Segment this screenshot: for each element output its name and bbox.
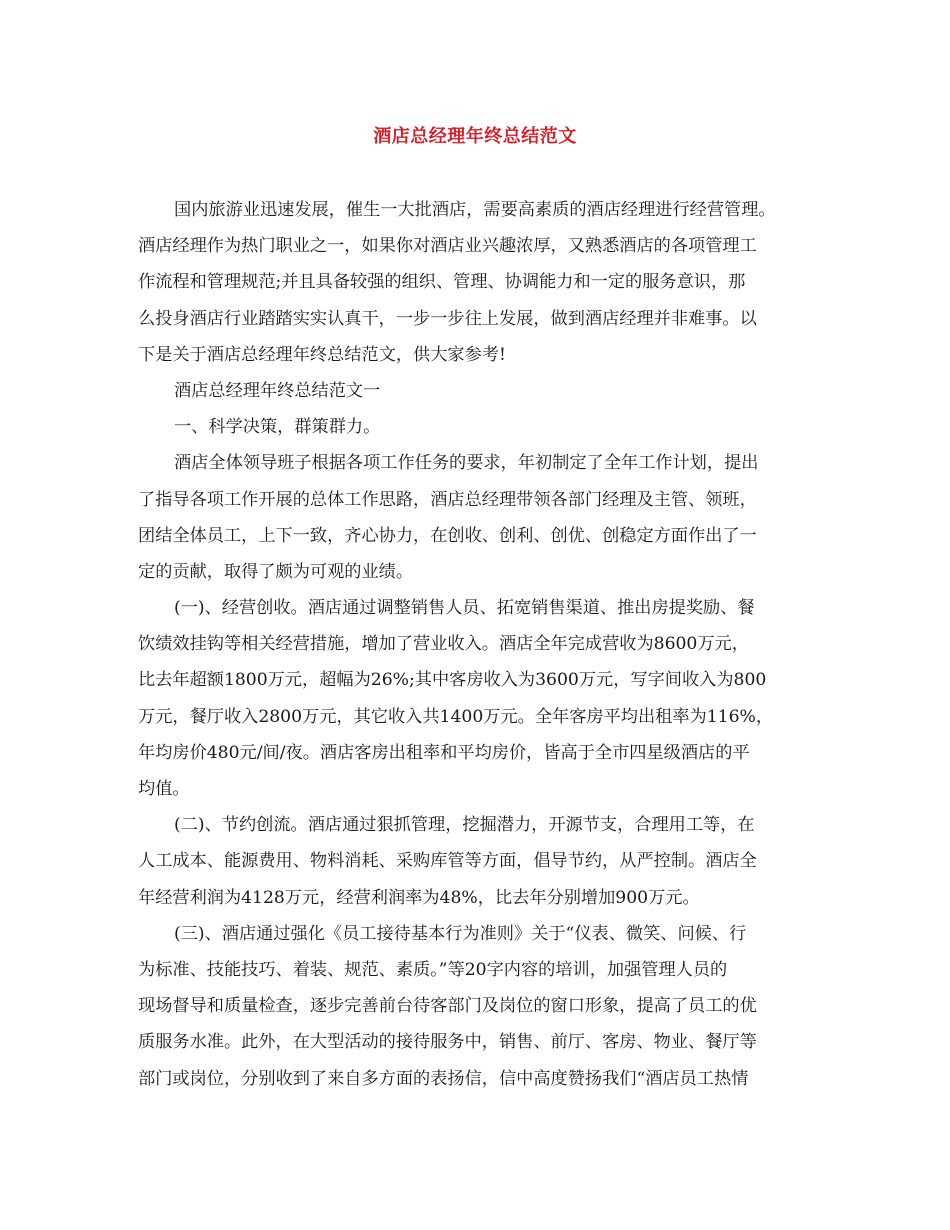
text-line: 部门或岗位，分别收到了来自多方面的表扬信，信中高度赞扬我们“酒店员工热情 (138, 1068, 749, 1089)
text-line: 了指导各项工作开展的总体工作思路，酒店总经理带领各部门经理及主管、领班， (138, 489, 757, 510)
text-line: 么投身酒店行业踏踏实实认真干，一步一步往上发展，做到酒店经理并非难事。以 (138, 308, 757, 329)
text-line: 人工成本、能源费用、物料消耗、采购库管等方面，倡导节约，从严控制。酒店全 (138, 851, 757, 872)
text-line: 一、科学决策，群策群力。 (174, 417, 381, 438)
text-line: 下是关于酒店总经理年终总结范文，供大家参考! (138, 344, 506, 365)
text-line: 团结全体员工，上下一致，齐心协力，在创收、创利、创优、创稳定方面作出了一 (138, 525, 757, 546)
text-line: (三)、酒店通过强化《员工接待基本行为准则》关于“仪表、微笑、问候、行 (174, 923, 747, 944)
text-line: 比去年超额1800万元，超幅为26%;其中客房收入为3600万元，写字间收入为800 (138, 670, 767, 691)
text-line: 为标准、技能技巧、着装、规范、素质。”等20字内容的培训，加强管理人员的 (138, 959, 728, 980)
text-line: (二)、节约创流。酒店通过狠抓管理，挖掘潜力，开源节支，合理用工等，在 (174, 815, 755, 836)
text-line: 饮绩效挂钩等相关经营措施，增加了营业收入。酒店全年完成营收为8600万元， (138, 634, 749, 655)
document-title: 酒店总经理年终总结范文 (373, 126, 577, 147)
text-line: 国内旅游业迅速发展，催生一大批酒店，需要高素质的酒店经理进行经营管理。 (174, 200, 776, 220)
text-line: 定的贡献，取得了颇为可观的业绩。 (138, 561, 414, 582)
text-line: (一)、经营创收。酒店通过调整销售人员、拓宽销售渠道、推出房提奖励、餐 (174, 598, 755, 619)
text-line: 作流程和管理规范;并且具备较强的组织、管理、协调能力和一定的服务意识，那 (138, 272, 746, 293)
text-line: 酒店经理作为热门职业之一，如果你对酒店业兴趣浓厚，又熟悉酒店的各项管理工 (138, 236, 757, 257)
text-line: 质服务水准。此外，在大型活动的接待服务中，销售、前厅、客房、物业、餐厅等 (138, 1032, 757, 1053)
text-line: 酒店全体领导班子根据各项工作任务的要求，年初制定了全年工作计划，提出 (174, 453, 759, 474)
text-line: 均值。 (138, 779, 190, 799)
text-line: 现场督导和质量检查，逐步完善前台待客部门及岗位的窗口形象，提高了员工的优 (138, 996, 757, 1017)
text-line: 万元，餐厅收入2800万元，其它收入共1400万元。全年客房平均出租率为116%， (138, 706, 774, 727)
text-line: 酒店总经理年终总结范文一 (174, 380, 381, 401)
text-line: 年经营利润为4128万元，经营利润率为48%，比去年分别增加900万元。 (138, 887, 700, 908)
document-body (138, 192, 818, 1097)
text-line: 年均房价480元/间/夜。酒店客房出租率和平均房价，皆高于全市四星级酒店的平 (138, 742, 750, 763)
